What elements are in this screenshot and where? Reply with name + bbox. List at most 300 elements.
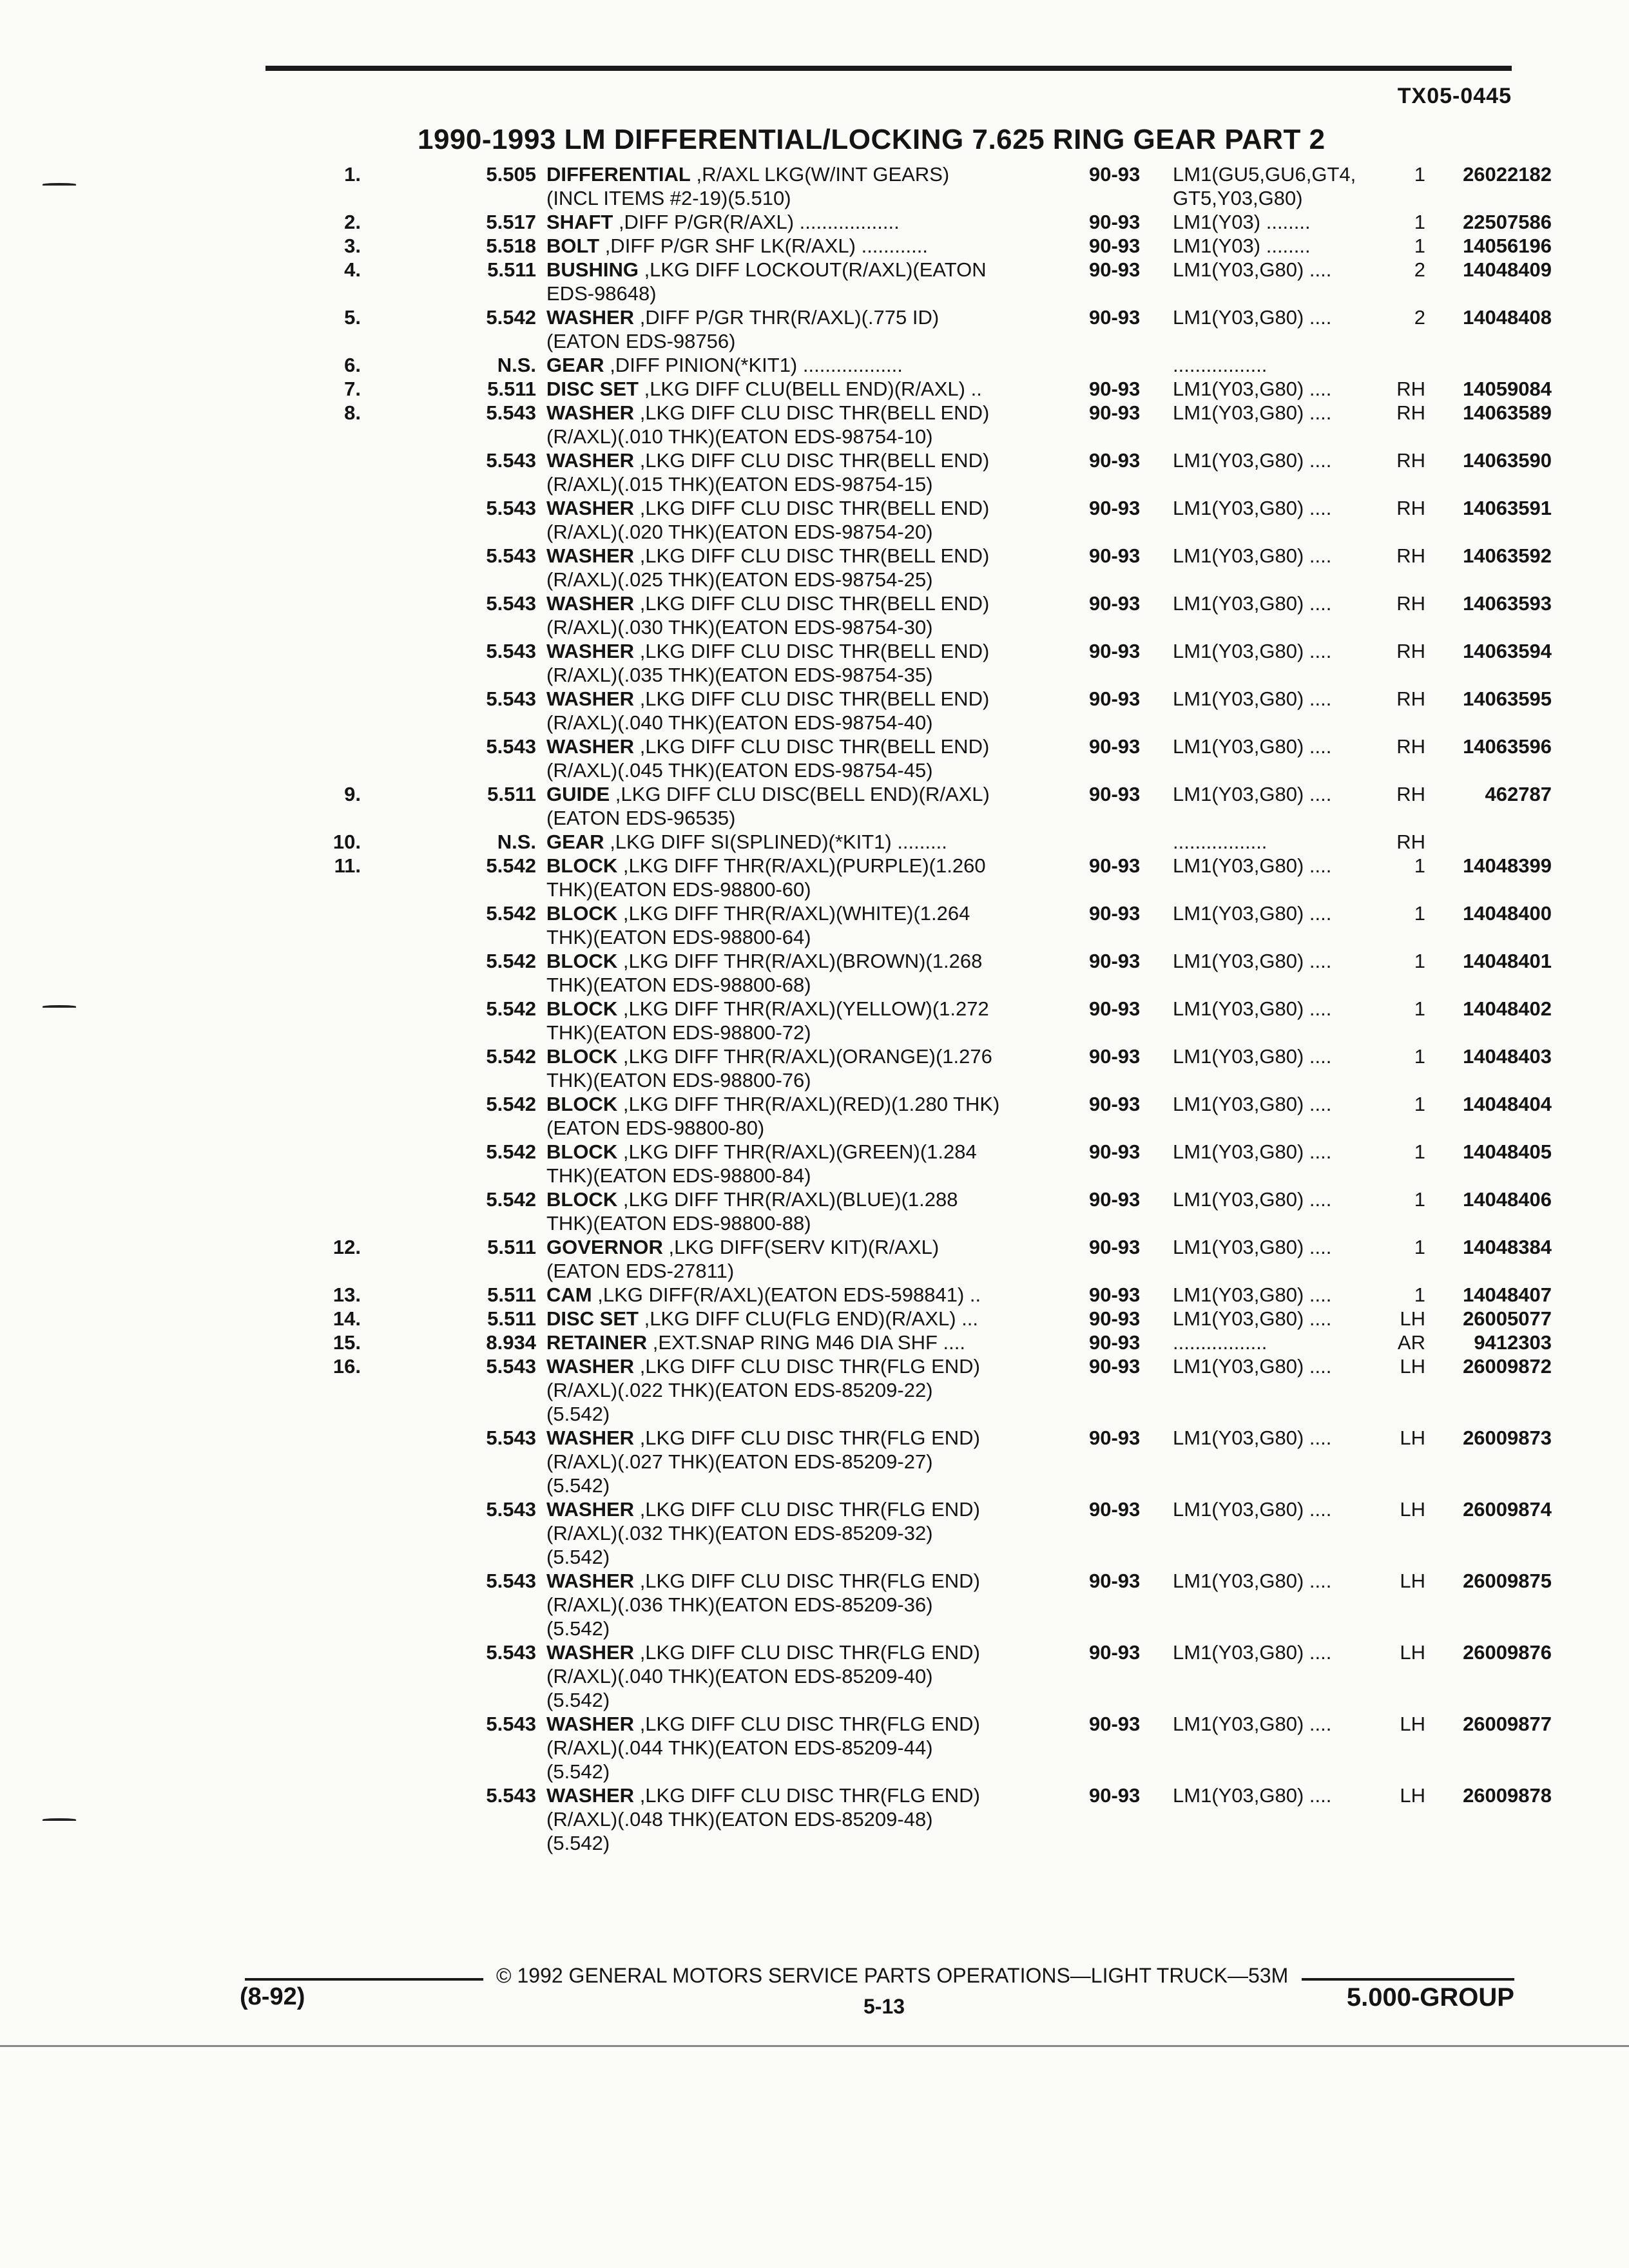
application: GT5,Y03,G80) bbox=[1173, 187, 1303, 209]
part-name: WASHER bbox=[546, 1570, 635, 1592]
part-description: ,LKG DIFF CLU DISC THR(FLG END) bbox=[634, 1784, 980, 1807]
part-name: BLOCK bbox=[546, 997, 618, 1020]
table-row bbox=[303, 901, 1552, 925]
group-number-cell bbox=[361, 282, 545, 305]
group-number-cell bbox=[361, 472, 545, 496]
part-number bbox=[1425, 1545, 1552, 1569]
group-number-cell: 5.543 bbox=[486, 1498, 536, 1521]
part-description: ,LKG DIFF THR(R/AXL)(RED)(1.280 THK) bbox=[617, 1093, 1000, 1115]
application: LM1(Y03,G80) .... bbox=[1173, 1236, 1332, 1258]
part-name: WASHER bbox=[546, 306, 635, 329]
part-number: 26009878 bbox=[1463, 1784, 1552, 1807]
model-years bbox=[1081, 1402, 1164, 1426]
part-description: ,LKG DIFF CLU DISC THR(FLG END) bbox=[634, 1355, 980, 1378]
part-number: 14063593 bbox=[1463, 592, 1552, 615]
quantity: LH bbox=[1400, 1498, 1425, 1521]
quantity bbox=[1380, 1164, 1425, 1187]
application bbox=[1164, 806, 1380, 830]
model-years bbox=[1081, 472, 1164, 496]
part-description: ,LKG DIFF(R/AXL)(EATON EDS-598841) .. bbox=[592, 1283, 981, 1306]
part-description: (INCL ITEMS #2-19)(5.510) bbox=[546, 187, 791, 209]
table-row bbox=[303, 1569, 1552, 1593]
application bbox=[1164, 1736, 1380, 1760]
part-number bbox=[1425, 758, 1552, 782]
part-number bbox=[1425, 329, 1552, 353]
part-name: WASHER bbox=[546, 1498, 635, 1521]
part-number bbox=[1425, 472, 1552, 496]
part-number: 14063592 bbox=[1463, 544, 1552, 567]
application: LM1(Y03,G80) .... bbox=[1173, 997, 1332, 1020]
table-row bbox=[303, 1831, 1552, 1855]
model-years: 90-93 bbox=[1089, 735, 1141, 758]
model-years: 90-93 bbox=[1089, 687, 1141, 710]
part-description: ,LKG DIFF CLU DISC THR(FLG END) bbox=[634, 1427, 980, 1449]
description bbox=[545, 1140, 1081, 1164]
part-description: ,LKG DIFF CLU DISC(BELL END)(R/AXL) bbox=[610, 783, 990, 805]
table-row bbox=[303, 1712, 1552, 1736]
part-number bbox=[1425, 973, 1552, 997]
part-description: ,DIFF PINION(*KIT1) .................. bbox=[604, 354, 903, 376]
group-number-cell: 5.543 bbox=[486, 497, 536, 519]
item-number bbox=[303, 1450, 361, 1474]
quantity bbox=[1380, 1760, 1425, 1783]
table-row bbox=[303, 1068, 1552, 1092]
group-number-cell bbox=[361, 1116, 545, 1140]
table-row bbox=[303, 925, 1552, 949]
group-number-cell bbox=[361, 1545, 545, 1569]
application bbox=[1164, 472, 1380, 496]
quantity bbox=[1380, 425, 1425, 448]
part-description: ,LKG DIFF THR(R/AXL)(BROWN)(1.268 bbox=[617, 950, 983, 972]
item-number bbox=[303, 1092, 361, 1116]
model-years bbox=[1081, 1474, 1164, 1497]
item-number bbox=[303, 615, 361, 639]
application bbox=[1164, 1211, 1380, 1235]
description bbox=[545, 162, 1081, 186]
application: LM1(Y03,G80) .... bbox=[1173, 1188, 1332, 1211]
group-number-cell: N.S. bbox=[497, 354, 536, 376]
quantity bbox=[1380, 472, 1425, 496]
group-number-cell bbox=[361, 925, 545, 949]
group-number-cell: 5.543 bbox=[486, 1784, 536, 1807]
table-row bbox=[303, 472, 1552, 496]
quantity bbox=[1380, 973, 1425, 997]
quantity bbox=[1380, 282, 1425, 305]
description bbox=[545, 711, 1081, 735]
application bbox=[1164, 1545, 1380, 1569]
group-number-cell bbox=[361, 186, 545, 210]
quantity bbox=[1380, 353, 1425, 377]
application bbox=[1164, 1378, 1380, 1402]
model-years: 90-93 bbox=[1089, 997, 1141, 1020]
table-row bbox=[303, 282, 1552, 305]
model-years: 90-93 bbox=[1089, 1427, 1141, 1449]
group-number-cell: 5.543 bbox=[486, 1355, 536, 1378]
quantity: 1 bbox=[1414, 1236, 1425, 1258]
quantity bbox=[1380, 1831, 1425, 1855]
part-description: ,LKG DIFF CLU(BELL END)(R/AXL) .. bbox=[638, 378, 982, 400]
description bbox=[545, 997, 1081, 1021]
description bbox=[545, 1569, 1081, 1593]
part-name: GEAR bbox=[546, 831, 604, 853]
quantity: RH bbox=[1396, 687, 1425, 710]
part-number bbox=[1425, 1068, 1552, 1092]
description bbox=[545, 425, 1081, 448]
quantity bbox=[1380, 878, 1425, 901]
description bbox=[545, 282, 1081, 305]
description bbox=[545, 1283, 1081, 1307]
quantity bbox=[1380, 615, 1425, 639]
application bbox=[1164, 1068, 1380, 1092]
description bbox=[545, 925, 1081, 949]
model-years: 90-93 bbox=[1089, 1188, 1141, 1211]
application: LM1(Y03,G80) .... bbox=[1173, 306, 1332, 329]
part-number: 14063596 bbox=[1463, 735, 1552, 758]
model-years bbox=[1081, 1116, 1164, 1140]
model-years bbox=[1081, 1664, 1164, 1688]
part-description: ,LKG DIFF THR(R/AXL)(ORANGE)(1.276 bbox=[617, 1045, 992, 1068]
model-years bbox=[1081, 282, 1164, 305]
group-number-cell: 5.542 bbox=[486, 854, 536, 877]
model-years bbox=[1081, 1450, 1164, 1474]
application bbox=[1164, 663, 1380, 687]
item-number bbox=[303, 1831, 361, 1855]
model-years bbox=[1081, 758, 1164, 782]
quantity: RH bbox=[1396, 544, 1425, 567]
model-years bbox=[1081, 353, 1164, 377]
item-number bbox=[303, 1211, 361, 1235]
quantity: 1 bbox=[1414, 1045, 1425, 1068]
application: ................. bbox=[1173, 354, 1268, 376]
application: LM1(Y03,G80) .... bbox=[1173, 1498, 1332, 1521]
group-number-cell bbox=[361, 568, 545, 591]
table-row bbox=[303, 782, 1552, 806]
group-number-cell bbox=[361, 615, 545, 639]
part-number: 14063594 bbox=[1463, 640, 1552, 662]
description bbox=[545, 615, 1081, 639]
description bbox=[545, 1593, 1081, 1617]
part-number: 26009873 bbox=[1463, 1427, 1552, 1449]
part-name: BLOCK bbox=[546, 950, 618, 972]
description bbox=[545, 1116, 1081, 1140]
group-number-cell bbox=[361, 1259, 545, 1283]
model-years bbox=[1081, 1760, 1164, 1783]
part-number: 14048406 bbox=[1463, 1188, 1552, 1211]
group-number-cell bbox=[361, 1688, 545, 1712]
description bbox=[545, 234, 1081, 258]
part-number bbox=[1425, 806, 1552, 830]
part-number: 14048408 bbox=[1463, 306, 1552, 329]
part-number bbox=[1425, 1760, 1552, 1783]
description bbox=[545, 735, 1081, 758]
description bbox=[545, 949, 1081, 973]
group-number-cell bbox=[361, 329, 545, 353]
part-description: (5.542) bbox=[546, 1832, 610, 1854]
quantity: 1 bbox=[1414, 854, 1425, 877]
application: LM1(Y03,G80) .... bbox=[1173, 1283, 1332, 1306]
group-number-cell bbox=[361, 1593, 545, 1617]
table-row bbox=[303, 973, 1552, 997]
table-row bbox=[303, 949, 1552, 973]
item-number bbox=[303, 1569, 361, 1593]
part-number: 14063591 bbox=[1463, 497, 1552, 519]
part-description: ,LKG DIFF CLU DISC THR(BELL END) bbox=[634, 592, 990, 615]
page-title: 1990-1993 LM DIFFERENTIAL/LOCKING 7.625 RING GEAR PART 2 bbox=[418, 124, 1325, 155]
model-years bbox=[1081, 186, 1164, 210]
group-number-cell bbox=[361, 1021, 545, 1044]
group-number-cell: 8.934 bbox=[486, 1331, 536, 1354]
quantity bbox=[1380, 1736, 1425, 1760]
quantity bbox=[1380, 1521, 1425, 1545]
binder-hole-mark bbox=[43, 1818, 76, 1821]
quantity bbox=[1380, 1664, 1425, 1688]
description bbox=[545, 329, 1081, 353]
item-number bbox=[303, 735, 361, 758]
group-number-cell: 5.542 bbox=[486, 950, 536, 972]
part-number bbox=[1425, 615, 1552, 639]
model-years bbox=[1081, 878, 1164, 901]
part-description: (5.542) bbox=[546, 1474, 610, 1497]
part-number bbox=[1425, 1807, 1552, 1831]
application bbox=[1164, 615, 1380, 639]
model-years: 90-93 bbox=[1089, 1236, 1141, 1258]
group-number-cell: 5.543 bbox=[486, 449, 536, 472]
part-description: (R/AXL)(.015 THK)(EATON EDS-98754-15) bbox=[546, 473, 933, 495]
part-description: ,LKG DIFF CLU DISC THR(BELL END) bbox=[634, 687, 990, 710]
part-description: (5.542) bbox=[546, 1403, 610, 1425]
item-number bbox=[303, 1044, 361, 1068]
item-number bbox=[303, 1593, 361, 1617]
description bbox=[545, 1640, 1081, 1664]
part-number bbox=[1425, 1688, 1552, 1712]
group-number-cell: 5.542 bbox=[486, 902, 536, 925]
quantity: 1 bbox=[1414, 235, 1425, 257]
group-number-cell bbox=[361, 878, 545, 901]
group-number-cell bbox=[361, 1450, 545, 1474]
group-number-cell: 5.543 bbox=[486, 640, 536, 662]
model-years: 90-93 bbox=[1089, 1498, 1141, 1521]
group-number-cell: 5.543 bbox=[486, 1713, 536, 1735]
description bbox=[545, 1712, 1081, 1736]
group-number-cell bbox=[361, 711, 545, 735]
model-years: 90-93 bbox=[1089, 378, 1141, 400]
parts-table-body bbox=[303, 162, 1552, 1855]
application bbox=[1164, 1664, 1380, 1688]
quantity bbox=[1380, 1402, 1425, 1426]
item-number bbox=[303, 1164, 361, 1187]
group-number-cell bbox=[361, 1831, 545, 1855]
description bbox=[545, 210, 1081, 234]
model-years: 90-93 bbox=[1089, 592, 1141, 615]
part-number bbox=[1425, 878, 1552, 901]
part-number: 14048404 bbox=[1463, 1093, 1552, 1115]
application bbox=[1164, 1021, 1380, 1044]
part-name: GOVERNOR bbox=[546, 1236, 663, 1258]
group-number-cell: 5.542 bbox=[486, 997, 536, 1020]
group-number-cell: 5.542 bbox=[486, 1093, 536, 1115]
item-number bbox=[303, 1521, 361, 1545]
item-number: 4. bbox=[344, 258, 361, 281]
part-name: BLOCK bbox=[546, 902, 618, 925]
model-years: 90-93 bbox=[1089, 854, 1141, 877]
table-row bbox=[303, 329, 1552, 353]
part-number: 14048405 bbox=[1463, 1140, 1552, 1163]
part-number bbox=[1425, 1664, 1552, 1688]
part-number: 14048402 bbox=[1463, 997, 1552, 1020]
model-years: 90-93 bbox=[1089, 163, 1141, 186]
part-description: (EATON EDS-27811) bbox=[546, 1260, 735, 1282]
item-number bbox=[303, 1474, 361, 1497]
application: ................. bbox=[1173, 831, 1268, 853]
table-row bbox=[303, 520, 1552, 544]
table-row bbox=[303, 305, 1552, 329]
quantity: 1 bbox=[1414, 997, 1425, 1020]
table-row bbox=[303, 1092, 1552, 1116]
description bbox=[545, 1783, 1081, 1807]
group-number-cell: 5.511 bbox=[487, 1236, 536, 1258]
item-number bbox=[303, 1378, 361, 1402]
item-number bbox=[303, 997, 361, 1021]
item-number bbox=[303, 472, 361, 496]
quantity bbox=[1380, 663, 1425, 687]
item-number bbox=[303, 711, 361, 735]
quantity: 1 bbox=[1414, 950, 1425, 972]
model-years: 90-93 bbox=[1089, 544, 1141, 567]
table-row bbox=[303, 544, 1552, 568]
bottom-rule bbox=[0, 2045, 1629, 2047]
part-number bbox=[1425, 1164, 1552, 1187]
quantity: LH bbox=[1400, 1307, 1425, 1330]
group-number-cell bbox=[361, 1807, 545, 1831]
quantity bbox=[1380, 1116, 1425, 1140]
application bbox=[1164, 329, 1380, 353]
table-row bbox=[303, 711, 1552, 735]
part-description: (R/AXL)(.040 THK)(EATON EDS-85209-40) bbox=[546, 1665, 933, 1687]
item-number bbox=[303, 591, 361, 615]
item-number bbox=[303, 425, 361, 448]
part-description: ,LKG DIFF CLU DISC THR(FLG END) bbox=[634, 1570, 980, 1592]
group-number-cell: 5.542 bbox=[486, 1188, 536, 1211]
quantity: 1 bbox=[1414, 902, 1425, 925]
part-number: 14048407 bbox=[1463, 1283, 1552, 1306]
description bbox=[545, 353, 1081, 377]
part-name: BLOCK bbox=[546, 1045, 618, 1068]
part-description: ,LKG DIFF CLU(FLG END)(R/AXL) ... bbox=[638, 1307, 979, 1330]
item-number bbox=[303, 1712, 361, 1736]
item-number bbox=[303, 1426, 361, 1450]
item-number: 10. bbox=[333, 831, 361, 853]
item-number: 14. bbox=[333, 1307, 361, 1330]
part-name: WASHER bbox=[546, 1641, 635, 1664]
model-years: 90-93 bbox=[1089, 1140, 1141, 1163]
description bbox=[545, 1807, 1081, 1831]
group-number-cell bbox=[361, 425, 545, 448]
part-number bbox=[1425, 282, 1552, 305]
description bbox=[545, 1307, 1081, 1331]
item-number bbox=[303, 1497, 361, 1521]
application: LM1(Y03,G80) .... bbox=[1173, 1355, 1332, 1378]
part-description: THK)(EATON EDS-98800-64) bbox=[546, 926, 811, 948]
model-years: 90-93 bbox=[1089, 235, 1141, 257]
part-description: ,LKG DIFF THR(R/AXL)(YELLOW)(1.272 bbox=[617, 997, 989, 1020]
description bbox=[545, 1021, 1081, 1044]
item-number bbox=[303, 1259, 361, 1283]
item-number bbox=[303, 687, 361, 711]
revision-date: (8-92) bbox=[240, 1983, 305, 2010]
part-number bbox=[1425, 1378, 1552, 1402]
table-row bbox=[303, 258, 1552, 282]
item-number bbox=[303, 663, 361, 687]
description bbox=[545, 1450, 1081, 1474]
item-number bbox=[303, 1187, 361, 1211]
part-number bbox=[1425, 1593, 1552, 1617]
table-row bbox=[303, 568, 1552, 591]
model-years bbox=[1081, 925, 1164, 949]
description bbox=[545, 1736, 1081, 1760]
part-number: 26022182 bbox=[1463, 163, 1552, 186]
part-description: (R/AXL)(.045 THK)(EATON EDS-98754-45) bbox=[546, 759, 933, 782]
item-number: 16. bbox=[333, 1355, 361, 1378]
part-name: WASHER bbox=[546, 735, 635, 758]
part-description: ,LKG DIFF CLU DISC THR(FLG END) bbox=[634, 1498, 980, 1521]
quantity: 1 bbox=[1414, 1140, 1425, 1163]
item-number bbox=[303, 1783, 361, 1807]
description bbox=[545, 186, 1081, 210]
quantity bbox=[1380, 1450, 1425, 1474]
application bbox=[1164, 282, 1380, 305]
application: LM1(Y03,G80) .... bbox=[1173, 1045, 1332, 1068]
quantity bbox=[1380, 1378, 1425, 1402]
group-number-cell bbox=[361, 1474, 545, 1497]
table-row bbox=[303, 1354, 1552, 1378]
part-description: ,R/AXL LKG(W/INT GEARS) bbox=[690, 163, 950, 186]
table-row bbox=[303, 1211, 1552, 1235]
part-description: (EATON EDS-96535) bbox=[546, 807, 736, 829]
model-years bbox=[1081, 615, 1164, 639]
part-number: 26009872 bbox=[1463, 1355, 1552, 1378]
group-number-cell: 5.511 bbox=[487, 1307, 536, 1330]
model-years bbox=[1081, 1021, 1164, 1044]
table-row bbox=[303, 687, 1552, 711]
model-years bbox=[1081, 1593, 1164, 1617]
part-number: 14063590 bbox=[1463, 449, 1552, 472]
part-number bbox=[1425, 425, 1552, 448]
model-years bbox=[1081, 1068, 1164, 1092]
part-name: DISC SET bbox=[546, 378, 639, 400]
part-description: ,DIFF P/GR THR(R/AXL)(.775 ID) bbox=[634, 306, 940, 329]
description bbox=[545, 1068, 1081, 1092]
part-description: ,LKG DIFF THR(R/AXL)(PURPLE)(1.260 bbox=[617, 854, 986, 877]
application: LM1(Y03,G80) .... bbox=[1173, 1641, 1332, 1664]
part-name: WASHER bbox=[546, 449, 635, 472]
model-years bbox=[1081, 806, 1164, 830]
group-number-cell bbox=[361, 1211, 545, 1235]
binder-hole-mark bbox=[43, 1005, 76, 1008]
model-years bbox=[1081, 1164, 1164, 1187]
part-number: 9412303 bbox=[1474, 1331, 1552, 1354]
application: LM1(Y03,G80) .... bbox=[1173, 1784, 1332, 1807]
table-row bbox=[303, 1736, 1552, 1760]
part-name: GUIDE bbox=[546, 783, 610, 805]
part-description: THK)(EATON EDS-98800-76) bbox=[546, 1069, 811, 1091]
part-description: ,LKG DIFF CLU DISC THR(BELL END) bbox=[634, 735, 990, 758]
description bbox=[545, 1211, 1081, 1235]
table-row bbox=[303, 806, 1552, 830]
application: LM1(Y03,G80) .... bbox=[1173, 687, 1332, 710]
model-years: 90-93 bbox=[1089, 783, 1141, 805]
model-years bbox=[1081, 1736, 1164, 1760]
table-row bbox=[303, 1593, 1552, 1617]
